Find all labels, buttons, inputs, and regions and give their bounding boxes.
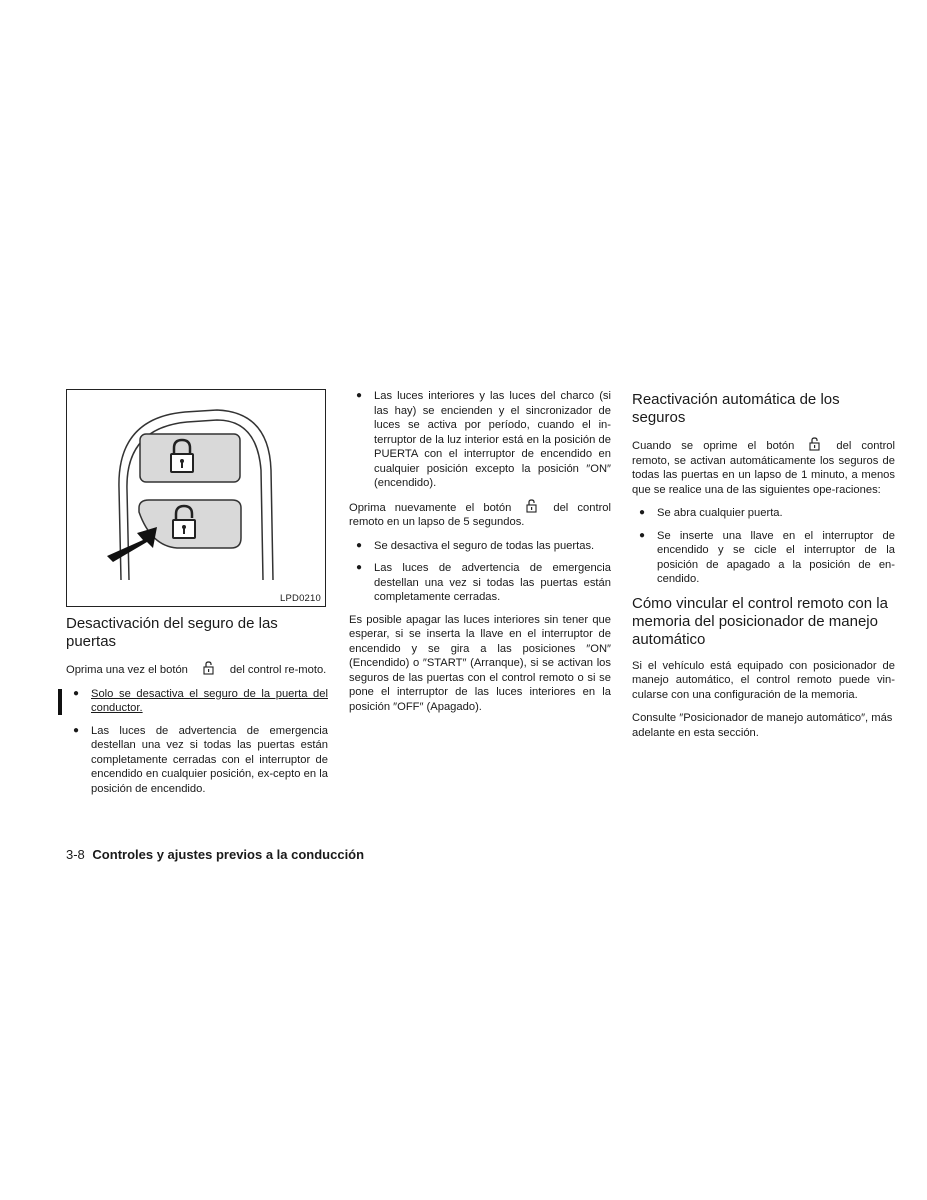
text-fragment: Cuando se oprime el botón bbox=[632, 440, 795, 452]
list-item: ● Se inserte una llave en el interruptor de encendido y se cicle el interruptor de la posición de apagado a la posición de en-cendido. bbox=[632, 529, 895, 587]
column-2 bbox=[349, 389, 611, 723]
text-fragment: del control remoto en un lapso de 5 segundos. bbox=[349, 501, 611, 528]
list-item bbox=[66, 687, 328, 716]
change-bar bbox=[58, 689, 62, 715]
paragraph-see-also: Consulte ″Posicionador de manejo automático″, más adelante en esta sección. bbox=[632, 712, 893, 739]
list-item: ● Las luces interiores y las luces del charco (si las hay) se encienden y el sincronizador de luces se activa por período, cuando el in-terruptor de la luz interior está en la posición de PUERTA con el interruptor de encendido en cualquier posición excepto la posición ″ON″ (encendido). bbox=[349, 389, 611, 491]
chapter-title: Controles y ajustes previos a la conducción bbox=[92, 847, 365, 862]
key-fob-figure bbox=[66, 389, 326, 607]
column-3 bbox=[632, 389, 895, 749]
key-fob-illustration bbox=[67, 390, 325, 606]
paragraph-auto-relock bbox=[632, 437, 895, 497]
paragraph-memory-link: Si el vehículo está equipado con posicionador de manejo automático, el control remoto puede vin-cularse con una configuración de la memoria. bbox=[632, 659, 895, 701]
list-item-text: Solo se desactiva el seguro de la puerta del conductor. bbox=[91, 687, 328, 714]
paragraph-press-once bbox=[66, 661, 328, 678]
text-fragment: Oprima una vez el botón bbox=[66, 664, 188, 676]
paragraph-press-again bbox=[349, 499, 611, 530]
section-heading-relock: Reactivación automática de los seguros bbox=[632, 391, 840, 426]
text-fragment: del control re-moto. bbox=[229, 664, 327, 676]
section-heading-unlock: Desactivación del seguro de las puertas bbox=[66, 615, 278, 650]
bullet-list-relock bbox=[632, 506, 895, 587]
section-heading-link-memory: Cómo vincular el control remoto con la memoria del posicionador de manejo automático bbox=[632, 594, 888, 648]
unlock-icon bbox=[521, 499, 543, 513]
bullet-list-unlock bbox=[66, 687, 328, 797]
text-fragment: del control remoto, se activan automáticamente los seguros de todas las puertas en un lapso de 1 minuto, a menos que se realice una de las siguientes ope-raciones: bbox=[632, 440, 895, 496]
paragraph-interior-lights: Es posible apagar las luces interiores sin tener que esperar, si se inserta la llave en el interruptor de encendido y se gira a las posiciones ″ON″ (Encendido) o ″START″ (Arranque), si se activan los seguros de las puertas con el control remoto o si se pone el interruptor de las luces interiores en la posición ″OFF″ (Apagado). bbox=[349, 613, 611, 713]
text-fragment: Oprima nuevamente el botón bbox=[349, 501, 512, 514]
list-item: ● Las luces de advertencia de emergencia destellan una vez si todas las puertas están completamente cerradas con el interruptor de encendido en cualquier posición, ex-cepto en la posición de encendido. bbox=[66, 724, 328, 797]
unlock-icon bbox=[198, 661, 220, 675]
page-number: 3-8 bbox=[66, 847, 85, 862]
page-footer bbox=[66, 847, 364, 862]
column-1 bbox=[66, 389, 328, 804]
arrow-icon bbox=[107, 527, 157, 562]
list-item: ● Las luces de advertencia de emergencia destellan una vez si todas las puertas están completamente cerradas. bbox=[349, 561, 611, 605]
bullet-list-all-doors bbox=[349, 539, 611, 605]
list-item: ● Se abra cualquier puerta. bbox=[632, 506, 895, 521]
bullet-list-lights bbox=[349, 389, 611, 491]
unlock-icon bbox=[804, 437, 826, 451]
list-item: ● Se desactiva el seguro de todas las puertas. bbox=[349, 539, 611, 554]
figure-code: LPD0210 bbox=[279, 593, 321, 604]
